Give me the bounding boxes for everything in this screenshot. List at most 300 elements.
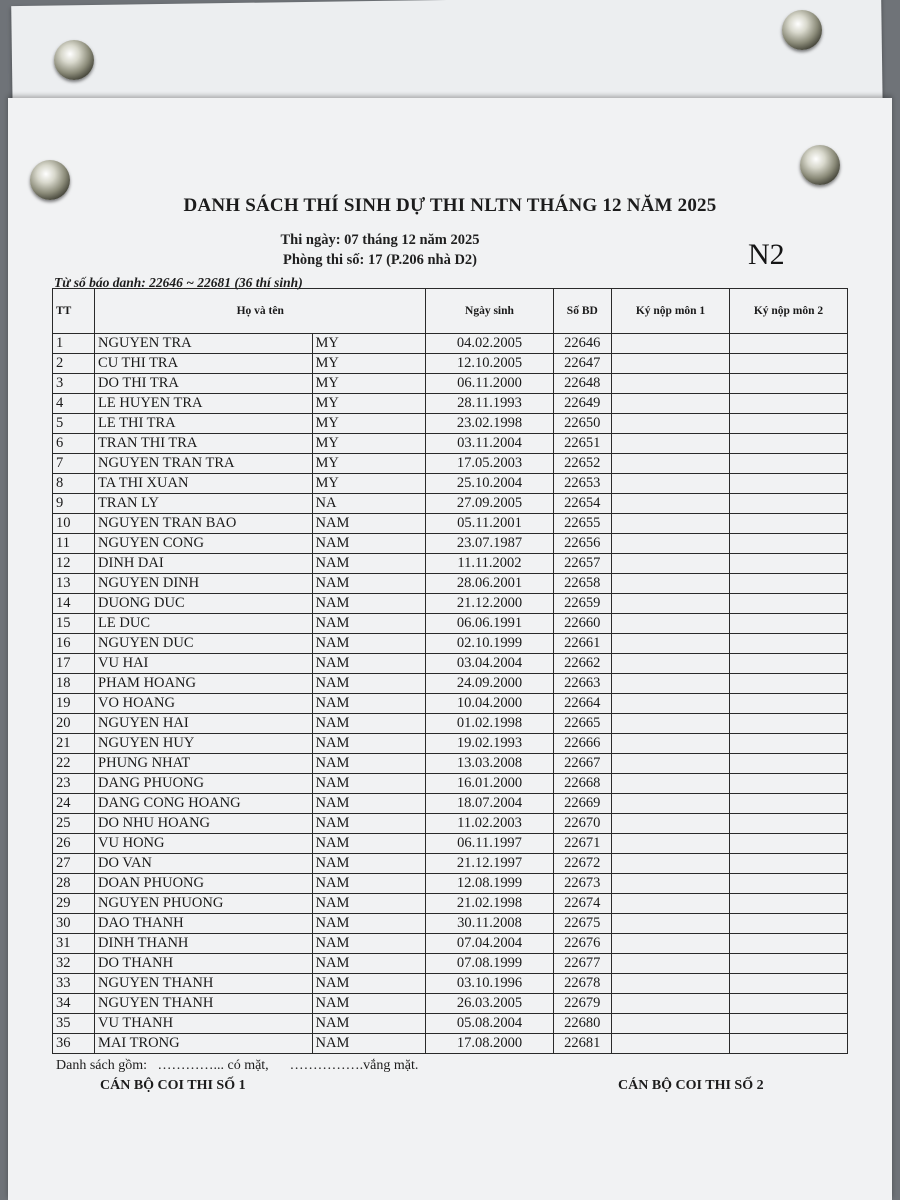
row-sbd: 22647: [553, 354, 611, 374]
row-name: NGUYEN THANH: [95, 974, 312, 994]
row-name: DO VAN: [95, 854, 312, 874]
row-gender: NAM: [312, 654, 426, 674]
row-dob: 06.11.2000: [426, 374, 553, 394]
table-row: [53, 794, 848, 814]
table-row: [53, 374, 848, 394]
row-name: NGUYEN TRA: [95, 334, 312, 354]
header-sign1: Ký nộp môn 1: [612, 289, 730, 334]
row-dob: 11.02.2003: [426, 814, 553, 834]
signature-cell-1[interactable]: [612, 614, 730, 634]
row-tt: 1: [53, 334, 95, 354]
row-sbd: 22672: [553, 854, 611, 874]
row-tt: 6: [53, 434, 95, 454]
row-name: NGUYEN TRAN BAO: [95, 514, 312, 534]
row-dob: 30.11.2008: [426, 914, 553, 934]
row-name: DOAN PHUONG: [95, 874, 312, 894]
row-dob: 04.02.2005: [426, 334, 553, 354]
row-dob: 03.10.1996: [426, 974, 553, 994]
signature-cell-1[interactable]: [612, 954, 730, 974]
row-sbd: 22667: [553, 754, 611, 774]
row-sbd: 22675: [553, 914, 611, 934]
row-sbd: 22646: [553, 334, 611, 354]
row-gender: MY: [312, 374, 426, 394]
row-name: LE HUYEN TRA: [95, 394, 312, 414]
table-row: [53, 634, 848, 654]
row-sbd: 22670: [553, 814, 611, 834]
table-row: [53, 474, 848, 494]
row-name: NGUYEN TRAN TRA: [95, 454, 312, 474]
table-row: [53, 594, 848, 614]
row-sbd: 22665: [553, 714, 611, 734]
row-gender: NAM: [312, 694, 426, 714]
row-sbd: 22681: [553, 1034, 611, 1054]
row-sbd: 22650: [553, 414, 611, 434]
signature-cell-2[interactable]: [729, 674, 847, 694]
signature-cell-1[interactable]: [612, 914, 730, 934]
row-sbd: 22654: [553, 494, 611, 514]
row-gender: MY: [312, 354, 426, 374]
row-gender: MY: [312, 394, 426, 414]
row-dob: 02.10.1999: [426, 634, 553, 654]
row-tt: 26: [53, 834, 95, 854]
table-row: [53, 1014, 848, 1034]
row-name: VU HONG: [95, 834, 312, 854]
table-row: [53, 914, 848, 934]
pushpin-icon: [782, 10, 822, 50]
row-name: LE THI TRA: [95, 414, 312, 434]
signature-cell-1[interactable]: [612, 674, 730, 694]
row-sbd: 22661: [553, 634, 611, 654]
row-dob: 03.11.2004: [426, 434, 553, 454]
row-dob: 23.02.1998: [426, 414, 553, 434]
row-tt: 25: [53, 814, 95, 834]
signature-cell-2[interactable]: [729, 474, 847, 494]
row-name: NGUYEN DUC: [95, 634, 312, 654]
pushpin-icon: [30, 160, 70, 200]
signature-cell-1[interactable]: [612, 434, 730, 454]
signature-cell-1[interactable]: [612, 794, 730, 814]
row-tt: 14: [53, 594, 95, 614]
signature-cell-2[interactable]: [729, 934, 847, 954]
signature-cell-1[interactable]: [612, 374, 730, 394]
row-tt: 29: [53, 894, 95, 914]
table-row: [53, 714, 848, 734]
signature-cell-1[interactable]: [612, 974, 730, 994]
row-name: TRAN LY: [95, 494, 312, 514]
row-name: DUONG DUC: [95, 594, 312, 614]
signature-cell-1[interactable]: [612, 814, 730, 834]
row-name: VU HAI: [95, 654, 312, 674]
row-sbd: 22649: [553, 394, 611, 414]
row-tt: 34: [53, 994, 95, 1014]
row-dob: 16.01.2000: [426, 774, 553, 794]
signature-cell-2[interactable]: [729, 794, 847, 814]
signature-cell-2[interactable]: [729, 454, 847, 474]
row-tt: 33: [53, 974, 95, 994]
row-tt: 7: [53, 454, 95, 474]
signature-cell-2[interactable]: [729, 574, 847, 594]
header-dob: Ngày sinh: [426, 289, 553, 334]
row-dob: 27.09.2005: [426, 494, 553, 514]
row-gender: NAM: [312, 894, 426, 914]
table-row: [53, 514, 848, 534]
row-tt: 4: [53, 394, 95, 414]
document-title: DANH SÁCH THÍ SINH DỰ THI NLTN THÁNG 12 NĂM 2025: [183, 195, 717, 216]
table-row: [53, 694, 848, 714]
row-sbd: 22660: [553, 614, 611, 634]
signature-cell-2[interactable]: [729, 354, 847, 374]
signature-cell-1[interactable]: [612, 634, 730, 654]
exam-date: Thi ngày: 07 tháng 12 năm 2025: [280, 232, 480, 248]
signature-cell-2[interactable]: [729, 1034, 847, 1054]
row-sbd: 22674: [553, 894, 611, 914]
row-gender: NAM: [312, 534, 426, 554]
signature-cell-1[interactable]: [612, 594, 730, 614]
table-row: [53, 774, 848, 794]
row-gender: NAM: [312, 954, 426, 974]
signature-cell-2[interactable]: [729, 694, 847, 714]
row-dob: 23.07.1987: [426, 534, 553, 554]
signature-cell-1[interactable]: [612, 774, 730, 794]
row-sbd: 22655: [553, 514, 611, 534]
row-tt: 9: [53, 494, 95, 514]
row-dob: 19.02.1993: [426, 734, 553, 754]
row-gender: MY: [312, 334, 426, 354]
supervisor-2-label: CÁN BỘ COI THI SỐ 2: [618, 1078, 764, 1093]
signature-cell-2[interactable]: [729, 514, 847, 534]
table-body: [53, 334, 848, 1054]
signature-cell-1[interactable]: [612, 414, 730, 434]
row-sbd: 22664: [553, 694, 611, 714]
signature-cell-2[interactable]: [729, 334, 847, 354]
row-gender: NAM: [312, 754, 426, 774]
row-dob: 05.08.2004: [426, 1014, 553, 1034]
row-gender: NAM: [312, 974, 426, 994]
signature-cell-1[interactable]: [612, 1034, 730, 1054]
row-gender: NAM: [312, 614, 426, 634]
row-gender: NAM: [312, 574, 426, 594]
table-row: [53, 1034, 848, 1054]
row-gender: NAM: [312, 874, 426, 894]
row-tt: 36: [53, 1034, 95, 1054]
table-row: [53, 414, 848, 434]
row-dob: 06.11.1997: [426, 834, 553, 854]
table-row: [53, 554, 848, 574]
row-dob: 28.06.2001: [426, 574, 553, 594]
table-row: [53, 534, 848, 554]
room-code: N2: [748, 238, 785, 271]
signature-cell-2[interactable]: [729, 914, 847, 934]
row-sbd: 22669: [553, 794, 611, 814]
row-tt: 27: [53, 854, 95, 874]
row-tt: 10: [53, 514, 95, 534]
header-name: Họ và tên: [95, 289, 426, 334]
row-dob: 17.05.2003: [426, 454, 553, 474]
row-dob: 06.06.1991: [426, 614, 553, 634]
signature-cell-2[interactable]: [729, 394, 847, 414]
row-name: DINH DAI: [95, 554, 312, 574]
row-tt: 12: [53, 554, 95, 574]
signature-cell-2[interactable]: [729, 494, 847, 514]
table-row: [53, 614, 848, 634]
row-sbd: 22658: [553, 574, 611, 594]
row-dob: 12.10.2005: [426, 354, 553, 374]
signature-cell-1[interactable]: [612, 474, 730, 494]
table-row: [53, 394, 848, 414]
signature-cell-2[interactable]: [729, 754, 847, 774]
signature-cell-1[interactable]: [612, 554, 730, 574]
row-name: DANG CONG HOANG: [95, 794, 312, 814]
signature-cell-2[interactable]: [729, 874, 847, 894]
candidate-table: [52, 288, 848, 1054]
row-sbd: 22657: [553, 554, 611, 574]
row-gender: NAM: [312, 814, 426, 834]
row-tt: 2: [53, 354, 95, 374]
signature-cell-2[interactable]: [729, 954, 847, 974]
signature-cell-1[interactable]: [612, 494, 730, 514]
row-tt: 19: [53, 694, 95, 714]
row-name: CU THI TRA: [95, 354, 312, 374]
row-dob: 07.04.2004: [426, 934, 553, 954]
table-row: [53, 654, 848, 674]
signature-cell-2[interactable]: [729, 414, 847, 434]
row-tt: 22: [53, 754, 95, 774]
signature-cell-1[interactable]: [612, 934, 730, 954]
supervisor-1-label: CÁN BỘ COI THI SỐ 1: [100, 1078, 246, 1093]
row-sbd: 22666: [553, 734, 611, 754]
row-sbd: 22668: [553, 774, 611, 794]
signature-cell-2[interactable]: [729, 1014, 847, 1034]
signature-cell-2[interactable]: [729, 894, 847, 914]
row-dob: 28.11.1993: [426, 394, 553, 414]
row-tt: 30: [53, 914, 95, 934]
row-tt: 11: [53, 534, 95, 554]
signature-cell-2[interactable]: [729, 614, 847, 634]
row-gender: MY: [312, 414, 426, 434]
row-tt: 17: [53, 654, 95, 674]
row-dob: 12.08.1999: [426, 874, 553, 894]
row-name: DAO THANH: [95, 914, 312, 934]
table-row: [53, 754, 848, 774]
signature-cell-2[interactable]: [729, 734, 847, 754]
row-tt: 18: [53, 674, 95, 694]
row-sbd: 22652: [553, 454, 611, 474]
row-dob: 21.02.1998: [426, 894, 553, 914]
table-row: [53, 894, 848, 914]
row-name: NGUYEN HUY: [95, 734, 312, 754]
row-gender: NAM: [312, 514, 426, 534]
row-name: VU THANH: [95, 1014, 312, 1034]
signature-cell-1[interactable]: [612, 654, 730, 674]
exam-room: Phòng thi số: 17 (P.206 nhà D2): [282, 252, 478, 268]
row-tt: 13: [53, 574, 95, 594]
row-gender: NAM: [312, 594, 426, 614]
table-row: [53, 434, 848, 454]
signature-cell-1[interactable]: [612, 354, 730, 374]
table-row: [53, 874, 848, 894]
table-header-row: [53, 289, 848, 334]
row-tt: 24: [53, 794, 95, 814]
row-name: NGUYEN DINH: [95, 574, 312, 594]
row-gender: NAM: [312, 774, 426, 794]
signature-cell-2[interactable]: [729, 374, 847, 394]
row-sbd: 22648: [553, 374, 611, 394]
row-gender: NAM: [312, 934, 426, 954]
row-sbd: 22651: [553, 434, 611, 454]
row-tt: 16: [53, 634, 95, 654]
row-name: PHAM HOANG: [95, 674, 312, 694]
signature-cell-1[interactable]: [612, 454, 730, 474]
row-dob: 25.10.2004: [426, 474, 553, 494]
row-dob: 18.07.2004: [426, 794, 553, 814]
signature-cell-1[interactable]: [612, 574, 730, 594]
table-row: [53, 934, 848, 954]
header-tt: TT: [53, 289, 95, 334]
signature-cell-2[interactable]: [729, 714, 847, 734]
row-sbd: 22678: [553, 974, 611, 994]
table-row: [53, 834, 848, 854]
row-gender: NAM: [312, 834, 426, 854]
row-dob: 26.03.2005: [426, 994, 553, 1014]
row-sbd: 22671: [553, 834, 611, 854]
row-sbd: 22676: [553, 934, 611, 954]
row-tt: 35: [53, 1014, 95, 1034]
signature-cell-1[interactable]: [612, 854, 730, 874]
signature-cell-2[interactable]: [729, 774, 847, 794]
signature-cell-2[interactable]: [729, 974, 847, 994]
row-name: TRAN THI TRA: [95, 434, 312, 454]
row-name: DO THANH: [95, 954, 312, 974]
row-gender: NAM: [312, 1014, 426, 1034]
row-dob: 07.08.1999: [426, 954, 553, 974]
row-name: VO HOANG: [95, 694, 312, 714]
signature-cell-1[interactable]: [612, 894, 730, 914]
row-name: TA THI XUAN: [95, 474, 312, 494]
signature-cell-2[interactable]: [729, 994, 847, 1014]
row-dob: 10.04.2000: [426, 694, 553, 714]
row-sbd: 22656: [553, 534, 611, 554]
row-sbd: 22673: [553, 874, 611, 894]
row-dob: 21.12.2000: [426, 594, 553, 614]
row-tt: 32: [53, 954, 95, 974]
row-gender: NAM: [312, 634, 426, 654]
row-tt: 23: [53, 774, 95, 794]
row-tt: 21: [53, 734, 95, 754]
signature-cell-1[interactable]: [612, 1014, 730, 1034]
signature-cell-1[interactable]: [612, 394, 730, 414]
signature-cell-2[interactable]: [729, 854, 847, 874]
signature-cell-2[interactable]: [729, 634, 847, 654]
row-dob: 01.02.1998: [426, 714, 553, 734]
row-gender: NAM: [312, 1034, 426, 1054]
row-gender: NAM: [312, 794, 426, 814]
signature-cell-2[interactable]: [729, 434, 847, 454]
signature-cell-1[interactable]: [612, 734, 730, 754]
row-tt: 20: [53, 714, 95, 734]
header-sign2: Ký nộp môn 2: [729, 289, 847, 334]
signature-cell-2[interactable]: [729, 554, 847, 574]
row-tt: 8: [53, 474, 95, 494]
table-row: [53, 334, 848, 354]
signature-cell-1[interactable]: [612, 514, 730, 534]
row-sbd: 22679: [553, 994, 611, 1014]
row-name: NGUYEN PHUONG: [95, 894, 312, 914]
signature-cell-2[interactable]: [729, 654, 847, 674]
table-row: [53, 994, 848, 1014]
table-row: [53, 454, 848, 474]
candidate-range: Từ số báo danh: 22646 ~ 22681 (36 thí sinh): [54, 275, 303, 290]
row-name: DANG PHUONG: [95, 774, 312, 794]
row-name: DO THI TRA: [95, 374, 312, 394]
signature-cell-1[interactable]: [612, 694, 730, 714]
row-sbd: 22662: [553, 654, 611, 674]
row-sbd: 22663: [553, 674, 611, 694]
pushpin-icon: [800, 145, 840, 185]
row-tt: 31: [53, 934, 95, 954]
row-gender: NAM: [312, 714, 426, 734]
signature-cell-1[interactable]: [612, 714, 730, 734]
header-sbd: Số BD: [553, 289, 611, 334]
signature-cell-2[interactable]: [729, 534, 847, 554]
row-tt: 28: [53, 874, 95, 894]
signature-cell-1[interactable]: [612, 874, 730, 894]
signature-cell-1[interactable]: [612, 994, 730, 1014]
row-gender: NAM: [312, 854, 426, 874]
signature-cell-2[interactable]: [729, 594, 847, 614]
table-row: [53, 954, 848, 974]
row-name: DO NHU HOANG: [95, 814, 312, 834]
row-gender: MY: [312, 454, 426, 474]
row-gender: NAM: [312, 674, 426, 694]
row-name: PHUNG NHAT: [95, 754, 312, 774]
table-row: [53, 674, 848, 694]
row-tt: 3: [53, 374, 95, 394]
table-row: [53, 814, 848, 834]
row-name: DINH THANH: [95, 934, 312, 954]
row-gender: MY: [312, 434, 426, 454]
table-row: [53, 734, 848, 754]
row-gender: NAM: [312, 994, 426, 1014]
row-dob: 17.08.2000: [426, 1034, 553, 1054]
row-gender: NAM: [312, 914, 426, 934]
row-gender: NA: [312, 494, 426, 514]
signature-cell-2[interactable]: [729, 834, 847, 854]
row-gender: NAM: [312, 554, 426, 574]
row-name: LE DUC: [95, 614, 312, 634]
row-sbd: 22659: [553, 594, 611, 614]
signature-cell-1[interactable]: [612, 754, 730, 774]
signature-cell-2[interactable]: [729, 814, 847, 834]
row-sbd: 22680: [553, 1014, 611, 1034]
row-name: MAI TRONG: [95, 1034, 312, 1054]
signature-cell-1[interactable]: [612, 834, 730, 854]
signature-cell-1[interactable]: [612, 334, 730, 354]
table-row: [53, 974, 848, 994]
row-name: NGUYEN HAI: [95, 714, 312, 734]
table-row: [53, 354, 848, 374]
row-sbd: 22677: [553, 954, 611, 974]
row-dob: 03.04.2004: [426, 654, 553, 674]
row-dob: 13.03.2008: [426, 754, 553, 774]
row-gender: MY: [312, 474, 426, 494]
table-row: [53, 854, 848, 874]
row-tt: 5: [53, 414, 95, 434]
row-dob: 21.12.1997: [426, 854, 553, 874]
row-dob: 11.11.2002: [426, 554, 553, 574]
signature-cell-1[interactable]: [612, 534, 730, 554]
row-name: NGUYEN THANH: [95, 994, 312, 1014]
attendance-summary: Danh sách gồm: …………... có mặt, …………….vắng mặt.: [56, 1058, 419, 1073]
